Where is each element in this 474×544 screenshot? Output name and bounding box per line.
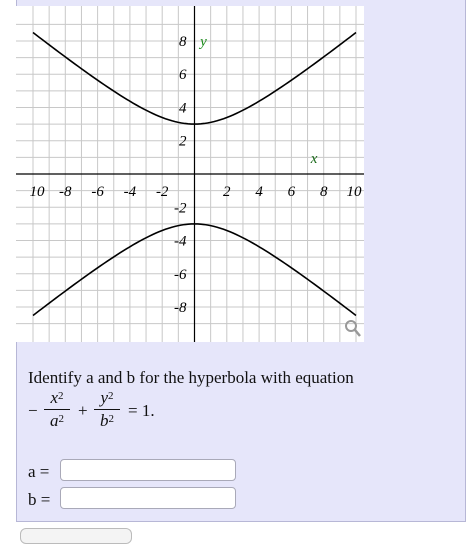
x-tick-label: 6 [287,184,296,200]
exponent: 2 [58,390,64,402]
numerator-x: x [50,388,59,407]
bottom-button-partial[interactable] [20,528,132,544]
y-tick-label: -8 [174,300,187,317]
a-label: a = [28,462,50,481]
equation-minus: − [28,401,38,420]
y-tick-label: -6 [174,266,187,283]
x-tick-label: 8 [319,184,328,200]
y-tick-label: 8 [179,33,187,50]
denominator-b: b [100,411,109,430]
y-tick-label: 6 [179,67,187,84]
equation-rhs: = 1. [128,401,155,420]
x-tick-label: 2 [223,184,231,200]
x-tick-label: -8 [59,184,72,200]
denominator-a: a [50,411,59,430]
exponent: 2 [108,413,114,425]
x-tick-label: 4 [255,184,263,200]
exponent: 2 [108,390,114,402]
y-axis-label: y [200,33,207,50]
question-prompt: Identify a and b for the hyperbola with equation [28,368,354,387]
y-tick-label: -2 [174,200,187,217]
b-answer-row [28,490,58,510]
x-tick-label: 10 [29,184,45,200]
x-tick-label: -6 [91,184,104,200]
fraction-y-over-b [94,388,120,431]
exponent: 2 [58,413,64,425]
graph-svg [16,6,364,342]
equation-plus: + [78,401,88,420]
x-axis-label: x [310,151,318,168]
b-label: b = [28,490,51,509]
y-tick-label: 4 [179,100,187,117]
hyperbola-graph [16,6,364,342]
fraction-x-over-a [44,388,70,431]
x-tick-label: -4 [123,184,137,200]
a-answer-row [28,462,58,482]
b-input[interactable] [60,487,236,509]
a-input[interactable] [60,459,236,481]
x-tick-label: 10 [346,184,362,200]
x-tick-label: -2 [155,184,169,200]
y-tick-label: 2 [179,133,187,150]
numerator-y: y [100,388,109,407]
y-tick-label: -4 [174,233,187,250]
hyperbola-equation [28,388,228,436]
